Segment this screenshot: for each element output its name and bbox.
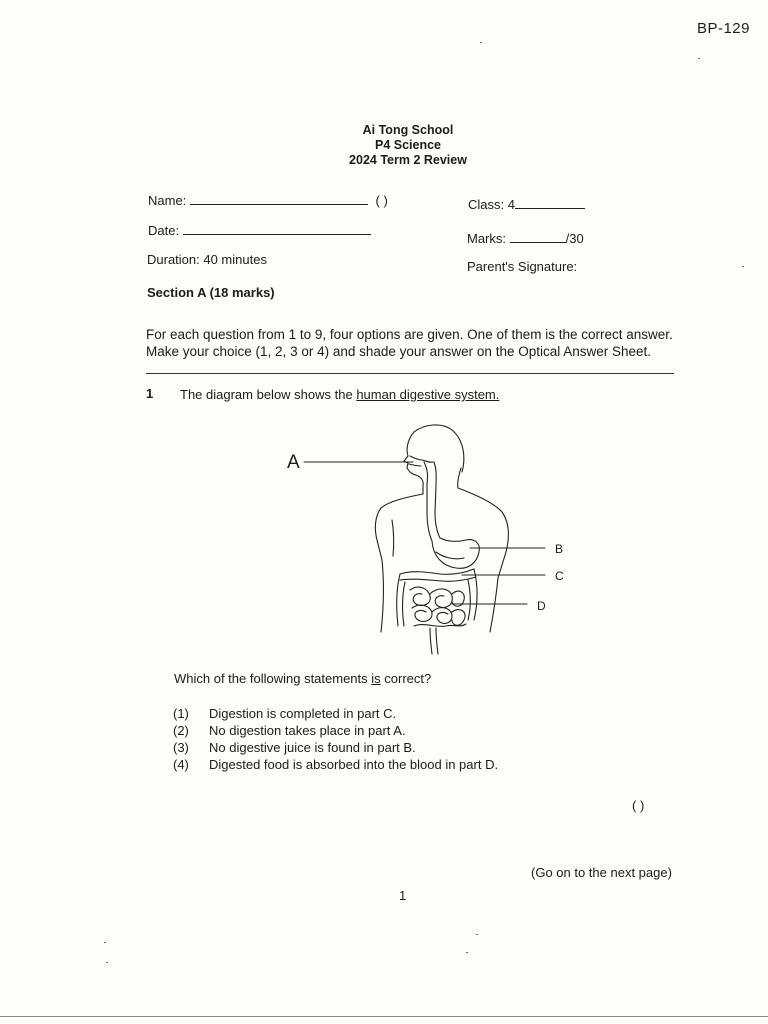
scan-speck (698, 58, 700, 59)
scan-speck (480, 42, 482, 43)
section-title: Section A (18 marks) (147, 285, 275, 300)
option-2-number: (2) (173, 723, 189, 738)
register-number-bracket: ( ) (375, 193, 388, 208)
option-3-number: (3) (173, 740, 189, 755)
question-text-prefix: The diagram below shows the (180, 387, 357, 402)
scan-speck (106, 962, 108, 963)
diagram-label-a: A (287, 452, 300, 473)
instruction-line-1: For each question from 1 to 9, four options are given. One of them is the correct answer. (146, 327, 673, 342)
question-text-underlined: human digestive system. (356, 387, 500, 402)
term-title: 2024 Term 2 Review (349, 153, 467, 167)
option-2-text: No digestion takes place in part A. (209, 723, 406, 738)
prompt-underlined: is (371, 671, 381, 686)
question-number: 1 (146, 386, 154, 401)
school-name: Ai Tong School (362, 123, 454, 137)
date-label: Date: (148, 223, 180, 238)
option-2 (173, 722, 498, 739)
duration-text: Duration: 40 minutes (147, 252, 267, 267)
option-4-number: (4) (173, 757, 189, 772)
option-1 (173, 705, 498, 722)
option-1-number: (1) (173, 706, 189, 721)
option-4-text: Digested food is absorbed into the blood in part D. (209, 757, 499, 772)
prompt-suffix: correct? (380, 671, 432, 686)
answer-bracket[interactable]: ( ) (632, 798, 645, 813)
prompt-prefix: Which of the following statements (174, 671, 372, 686)
option-3 (173, 739, 498, 756)
diagram-label-d: D (537, 599, 546, 613)
name-label: Name: (148, 193, 187, 208)
question-prompt (174, 671, 431, 686)
class-label: Class: 4 (468, 197, 515, 212)
scan-edge-line (0, 1016, 768, 1017)
marks-label: Marks: (467, 231, 506, 246)
option-3-text: No digestive juice is found in part B. (209, 740, 416, 755)
marks-total: /30 (565, 231, 584, 246)
option-4 (173, 756, 498, 773)
option-1-text: Digestion is completed in part C. (209, 706, 397, 721)
page-number: 1 (399, 888, 407, 903)
answer-options (173, 705, 498, 773)
instruction-line-2: Make your choice (1, 2, 3 or 4) and shade your answer on the Optical Answer Sheet. (146, 344, 652, 359)
diagram-label-c: C (555, 569, 564, 583)
scan-speck (742, 266, 744, 267)
page-code: BP-129 (696, 20, 750, 37)
scan-speck (104, 942, 106, 943)
continue-note: (Go on to the next page) (531, 865, 672, 880)
diagram-label-b: B (555, 542, 564, 556)
subject-title: P4 Science (374, 138, 441, 152)
parent-signature-label: Parent's Signature: (467, 259, 578, 274)
scan-speck (476, 934, 478, 935)
scan-speck (466, 952, 468, 953)
